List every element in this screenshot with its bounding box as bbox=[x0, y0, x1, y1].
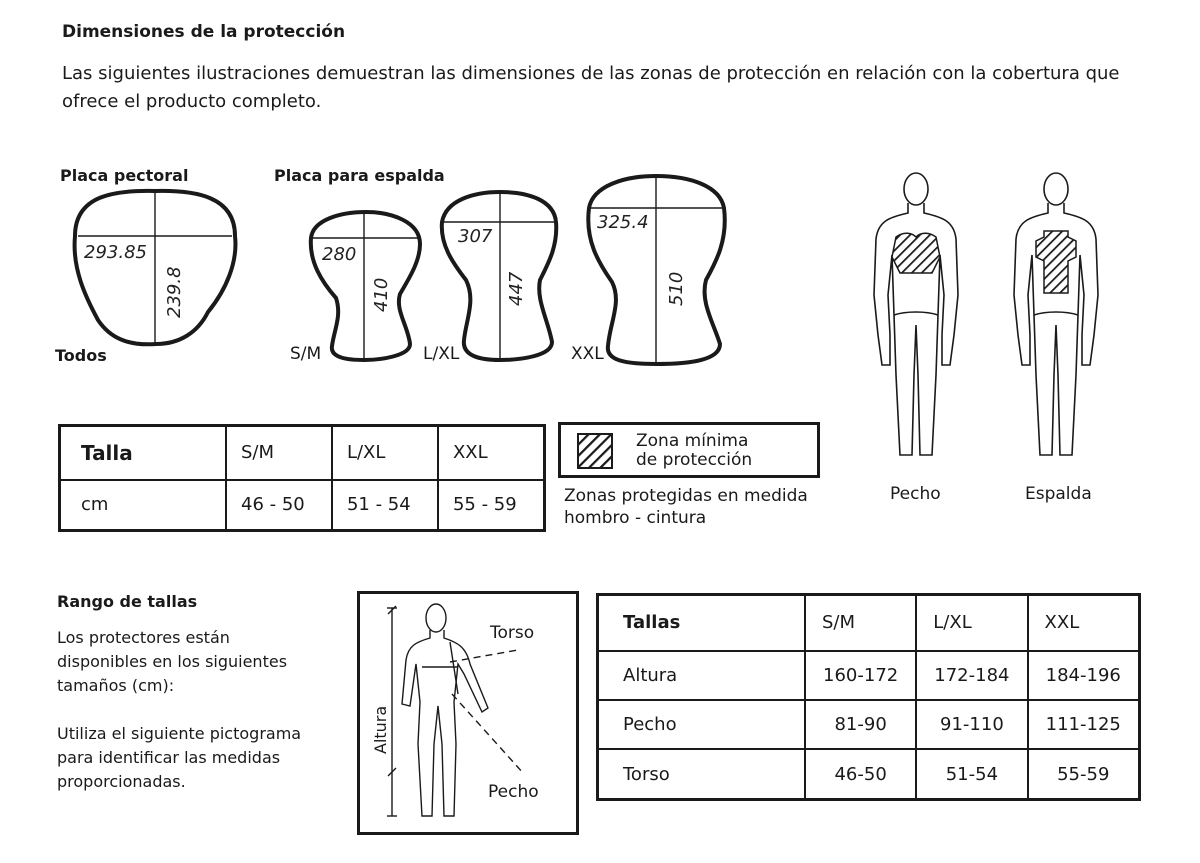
front-figure-label: Pecho bbox=[890, 484, 941, 504]
pictogram-height-label: Altura bbox=[371, 705, 390, 754]
sizes-table-header: Tallas bbox=[598, 595, 806, 651]
chest-height-label: 239.8 bbox=[164, 266, 185, 318]
table-row bbox=[598, 595, 1140, 651]
legend-note-line: hombro - cintura bbox=[564, 508, 707, 528]
sizes-table bbox=[596, 593, 1141, 801]
back-sm-height-label: 410 bbox=[371, 277, 392, 312]
table-row bbox=[60, 426, 545, 480]
back-figure bbox=[1014, 173, 1098, 455]
back-xxl-size-label: XXL bbox=[571, 344, 604, 364]
table-row bbox=[60, 480, 545, 531]
table-cell: cm bbox=[60, 480, 227, 531]
legend-note-line: Zonas protegidas en medida bbox=[564, 486, 808, 506]
table-cell: Pecho bbox=[598, 700, 806, 749]
pictogram-chest-label: Pecho bbox=[488, 782, 539, 802]
chest-plate-title: Placa pectoral bbox=[60, 166, 189, 185]
chest-plate-shape bbox=[75, 191, 236, 344]
back-lxl-height-label: 447 bbox=[506, 271, 527, 306]
size-table-header: Talla bbox=[60, 426, 227, 480]
pictogram-torso-label: Torso bbox=[490, 623, 535, 643]
table-cell: Torso bbox=[598, 749, 806, 799]
table-cell: 46 - 50 bbox=[226, 480, 332, 531]
table-cell: 91-110 bbox=[916, 700, 1027, 749]
legend-box bbox=[558, 422, 820, 478]
back-plate-xxl-shape bbox=[588, 176, 725, 364]
range-text-line: para identificar las medidas bbox=[57, 748, 281, 767]
range-title: Rango de tallas bbox=[57, 592, 198, 611]
table-cell: 55 - 59 bbox=[438, 480, 545, 531]
table-row bbox=[598, 651, 1140, 700]
table-row bbox=[598, 700, 1140, 749]
back-sm-size-label: S/M bbox=[290, 344, 322, 364]
plates-diagram bbox=[0, 0, 840, 400]
range-text-line: disponibles en los siguientes bbox=[57, 652, 288, 671]
table-cell: 160-172 bbox=[805, 651, 916, 700]
back-figure-label: Espalda bbox=[1025, 484, 1092, 504]
back-protection-zone bbox=[1036, 231, 1076, 293]
back-xxl-height-label: 510 bbox=[666, 271, 687, 306]
hatch-swatch-icon bbox=[577, 433, 613, 469]
legend-label-line: Zona mínima bbox=[636, 431, 749, 451]
back-sm-width-label: 280 bbox=[322, 244, 357, 265]
table-cell: 51 - 54 bbox=[332, 480, 438, 531]
back-lxl-width-label: 307 bbox=[458, 226, 493, 247]
legend-note bbox=[564, 485, 824, 529]
back-lxl-size-label: L/XL bbox=[423, 344, 460, 364]
page-title: Dimensiones de la protección bbox=[62, 22, 346, 42]
table-cell: XXL bbox=[1028, 595, 1140, 651]
table-cell: 111-125 bbox=[1028, 700, 1140, 749]
front-figure bbox=[874, 173, 958, 455]
table-cell: XXL bbox=[438, 426, 545, 480]
table-cell: 172-184 bbox=[916, 651, 1027, 700]
range-text-line: proporcionadas. bbox=[57, 772, 186, 791]
range-text-line: Utiliza el siguiente pictograma bbox=[57, 724, 302, 743]
table-row bbox=[598, 749, 1140, 799]
table-cell: Altura bbox=[598, 651, 806, 700]
back-plate-sm-shape bbox=[311, 212, 420, 360]
table-cell: 55-59 bbox=[1028, 749, 1140, 799]
table-cell: 81-90 bbox=[805, 700, 916, 749]
chest-width-label: 293.85 bbox=[84, 242, 147, 263]
table-cell: 46-50 bbox=[805, 749, 916, 799]
legend-label bbox=[636, 432, 752, 470]
table-cell: 51-54 bbox=[916, 749, 1027, 799]
legend-label-line: de protección bbox=[636, 450, 753, 470]
table-cell: S/M bbox=[226, 426, 332, 480]
measurement-pictogram bbox=[357, 591, 579, 835]
chest-size-label: Todos bbox=[55, 346, 107, 365]
range-text-line: Los protectores están bbox=[57, 628, 230, 647]
size-table bbox=[58, 424, 546, 532]
range-text bbox=[57, 626, 317, 794]
front-protection-zone bbox=[892, 233, 940, 273]
pictogram-figure bbox=[360, 594, 576, 832]
intro-text: Las siguientes ilustraciones demuestran las dimensiones de las zonas de protección en relación con la cobertura que ofrece el producto completo. bbox=[62, 63, 1120, 112]
table-cell: S/M bbox=[805, 595, 916, 651]
body-figures bbox=[860, 165, 1110, 475]
table-cell: L/XL bbox=[916, 595, 1027, 651]
table-cell: L/XL bbox=[332, 426, 438, 480]
range-text-line: tamaños (cm): bbox=[57, 676, 175, 695]
back-xxl-width-label: 325.4 bbox=[597, 212, 649, 233]
back-plate-title: Placa para espalda bbox=[274, 166, 445, 185]
table-cell: 184-196 bbox=[1028, 651, 1140, 700]
back-plate-lxl-shape bbox=[442, 192, 556, 360]
